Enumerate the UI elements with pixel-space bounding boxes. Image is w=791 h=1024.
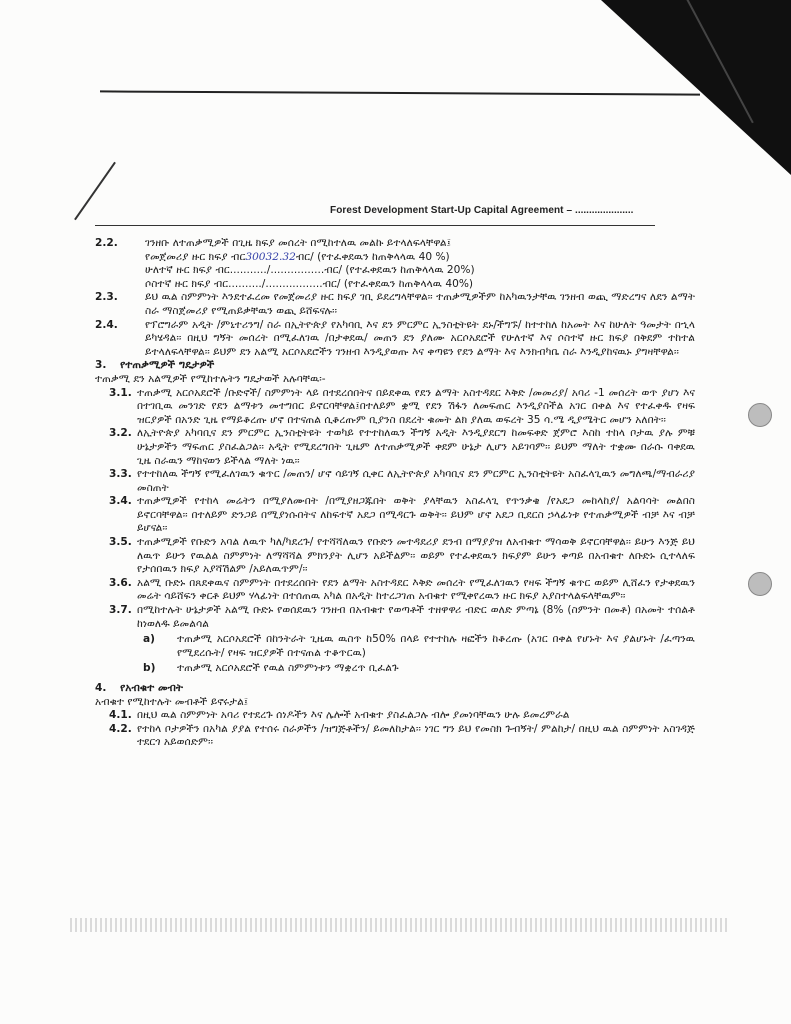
clause-text: በሚከተሉት ሁኔታዎች አልሚ ቡድኑ የወሰደዉን ገንዘብ በአብቁተ የወጣቶች ተዘዋዋሪ ብድር ወለድ ምጣኔ (8% (ስምንት በመቶ) በአመት ተሰልቶ ከነወለዱ ይመልሳል	[137, 604, 695, 630]
clause-text: ይህ ዉል ስምምነት እንደተፈረመ የመጀመሪያ ዙር ክፍያ ገቢ ይደረግላቸዋል፡፡ ተጠቃሚዎችም ከአካዉንታቸዉ ገንዘብ ወጪ ማድረግና ለደን ልማት ስራ ማስጀመሪያ የሚጠይቃቸዉን ወጪ ይሸፍናሉ፡፡	[145, 291, 695, 317]
clause-text: በዚህ ዉል ስምምነት አባሪ የተደረጉ ሰነዶችን እና ሌሎች አብቁተ ያስፈልጋሉ ብሎ ያመነባቸዉን ሁሉ ይመረምራል	[137, 709, 570, 722]
clause-3-7	[95, 604, 695, 631]
clause-3-7-b	[95, 662, 695, 676]
clause-text: ለኢትዮጵያ አካባቢና ደን ምርምር ኢንስቲትዩት ተወካይ የተተከለዉን ችግኝ አዲት እንዲያደርግ ከመፍቀድ ጀምሮ እስከ ተከላ ቦታዉ ያሉ ምቹ ሁኔታዎችን ማፍጠር ያስፈልጋል፡፡ አዲት የሚደረግበት ጊዜም ለተጠቃሚዎች ቀደም ሁኔታ ሊሆን አይገባም፡፡ ይህም ማለት ተቋሙ በራሱ ባቀደዉ ጊዜ ስራዉን ማከናወን ይችላል ማለት ነዉ፡፡	[137, 427, 695, 467]
clause-3-5	[95, 536, 695, 577]
clause-text: ተጠቃሚዎች የተከላ መሬትን በሚያለሙበት /በሚያዘጋጁበት ወቅት ያላቸዉን አስፈላጊ የጥንቃቄ /የአደጋ መከላከያ/ አልባሳት መልበስ ይኖርባቸዋል፡፡ በተለይም ድንጋይ በሚያነሱበትና ለከፍተኛ አደጋ በሚዳርጉ ወቅት፡፡ ይህም ሆኖ አደጋ ቢደርስ ኃላፊነቱ የተጠቃሚዎች ብቻ እና ብቻ ይሆናል፡፡	[137, 495, 695, 535]
clause-2-3	[95, 291, 695, 318]
clause-3-4	[95, 495, 695, 536]
clause-text: የተከላ ቦታዎችን በአካል ያያል የተሰሩ ስራዎችን /ዝግጅቶችን/ ይመለከታል፡፡ ነገር ግን ይህ የመስክ ጉብኝት/ ምልከታ/ በዚህ ዉል ስምምነት አስገዳጅ ተደርጎ አይወሰድም፡፡	[137, 722, 695, 749]
clause-4-2	[95, 723, 695, 750]
payment-first-suffix: ብር/ (የተፈቀደዉን ከጠቅላላዉ 40 %)	[295, 250, 450, 263]
clause-number: 3.3.	[109, 468, 132, 481]
header-title: Forest Development Start-Up Capital Agreement –	[330, 205, 573, 216]
clause-number: 2.4.	[95, 318, 118, 331]
section-4-intro	[95, 696, 695, 710]
subclause-letter: a)	[143, 633, 155, 646]
payment-second-line: ሁለተኛ ዙር ክፍያ ብር.........../................ብር/ (የተፈቀደዉን ከጠቅላላዉ 20%)	[145, 264, 475, 277]
clause-number: 2.2.	[95, 237, 118, 249]
section-number: 4.	[95, 682, 107, 694]
clause-number: 3.2.	[109, 427, 132, 440]
clause-number: 3.6.	[109, 576, 132, 589]
folded-corner	[601, 0, 791, 175]
clause-number: 4.2.	[109, 722, 132, 735]
clause-text: የተተከለዉ ችግኝ የሚፈለገዉን ቁጥር /መጠን/ ሆኖ ሳይገኝ ሲቀር ለኢትዮጵያ አካባቢና ደን ምርምር ኢንስቲትዩት አስፈላጊዉን መግለጫ/ማብራሪያ መስጠት	[137, 468, 695, 494]
clause-3-3	[95, 468, 695, 495]
handwritten-amount: 30032.32	[245, 250, 296, 263]
clause-3-6	[95, 577, 695, 604]
section-3-heading	[95, 359, 695, 373]
section-intro: አብቁተ የሚከተሉት መብቶች ይኖሩታል፤	[95, 695, 249, 708]
clause-number: 3.7.	[109, 604, 132, 617]
clause-line: ገንዘቡ ለተጠቃሚዎች በጊዜ ክፍያ መሰረት በሚከተለዉ መልኩ ይተላለፍላቸዋል፤	[145, 237, 451, 249]
clause-number: 3.5.	[109, 536, 132, 549]
clause-number: 3.4.	[109, 495, 132, 508]
clause-text: አልሚ ቡድኑ በጸደቀዉና ስምምነት በተደረሰበት የደን ልማት አስተዳደር እቅድ መሰረት የሚፈለገዉን የዛፍ ችግኝ ቁጥር ወይም ሊሸፈን የታቀደዉን መሬት ሳይሸፍን ቀርቶ ይህም ሃላፊነት በተሰጠዉ አካል በአዲት ከተረጋገጠ አብቁተ የሚቀየረዉን ዙር ክፍያ አያስተላልፍላቸዉም፡፡	[137, 576, 695, 603]
subclause-letter: b)	[143, 662, 156, 675]
header-blank: .....................	[575, 205, 634, 216]
header-rule	[95, 225, 655, 226]
agreement-body	[95, 237, 695, 750]
punch-hole-icon	[748, 403, 772, 427]
punch-hole-icon	[748, 572, 772, 596]
clause-2-4	[95, 319, 695, 360]
clause-4-1	[95, 709, 695, 723]
section-title: የተጠቃሚዎች ግዴታዎች	[120, 359, 215, 372]
section-3-intro	[95, 373, 695, 387]
section-intro: ተጠቃሚ ደን አልሚዎች የሚከተሉትን ግዴታወች አሉባቸዉ፡-	[95, 372, 326, 385]
clause-3-2	[95, 427, 695, 468]
scan-noise-band	[70, 918, 730, 932]
clause-2-2	[95, 237, 695, 291]
clause-text: ተጠቃሚዎች የቡድን አባል ለዉጥ ካለ/ካደረጉ/ የተሻሻለዉን የቡድን መተዳደሪያ ደንብ በማያያዝ ለአብቁተ ማሳወቅ ይኖርባቸዋል፡፡ ይሁን እንጅ ይህ ለዉጥ ይሁን የዉልል ስምምነት ለማሻሻል ምክንያት ሊሆን አይችልም፡፡ ወይም የተፈቀደዉን ክፍያም ይሁን ቀጣይ በአብቁተ ለቡድኑ ሲተላለፍ የታሰበዉን ክፍያ አያሻሽልም /አይለዉጥም/፡፡	[137, 536, 695, 576]
subclause-text: ተጠቃሚ አርሶአደሮች የዉል ስምምነቱን ማቋረጥ ቢፈልጉ	[177, 662, 399, 675]
clause-number: 3.1.	[109, 386, 132, 399]
clause-3-1	[95, 387, 695, 428]
clause-number: 2.3.	[95, 291, 118, 304]
clause-number: 4.1.	[109, 709, 132, 722]
clause-text: የፕሮግራም አዲት /ምኒተሪንግ/ ስራ በኢትዮጵያ የአካባቢ እና ደን ምርምር ኢንስቲትዩት ደኑ/ችግኙ/ ከተተከለ ከአመት እና ከሁለት ዓመታት በኂላ ይካሄዳል፡፡ በዚህ ግኝት መሰረት በሚፈለገዉ /በታቀደዉ/ መጠን ደን ያለሙ አርሶአደሮች የሁለተኛ እና ሶስተኛ ዙር ክፍያ በቅደም ተከተል ይተላለፍላቸዋል፡፡ ይህም ደን አልሚ አርሶአደሮችን ገንዘብ እንዲያወጡ እና ቀጣዩን የደን ልማት እና እንክብካቤ ስራ እንዲያከናዉኑ ያግዛቸዋል፡፡	[145, 318, 695, 358]
document-header	[330, 205, 633, 216]
clause-text: ተጠቃሚ አርሶአደሮች /ቡድኖች/ ስምምነት ላይ በተደረሰበትና በይደቀዉ የደን ልማት አስተዳደር እቅድ /መመሪያ/ አባሪ -1 መሰረት ወጥ ያሆነ እና በተገቢዉ መንገድ የደን ልማቱን መተግበር ይኖርባቸዋል፤በተለይም ቋሚ የደን ሽፋን ለመፍጠር እንዲያስችል አገር በቀል እና የተፈቀዱ የዛፍ ዝርያዎች በአንድ ጊዜ የማይቆረጡ ሆኖ በተናጠል ሲቆረጡም ቢያንስ በደረት ቁመት ልክ ያለዉ ወፍረት 35 ሳ.ሜ ዲያሜትር መሆን አለበት፡፡	[137, 386, 695, 426]
section-4-heading	[95, 682, 695, 696]
section-title: የአብቁተ መብት	[120, 682, 184, 694]
clause-3-7-a	[95, 633, 695, 660]
subclause-text: ተጠቃሚ አርሶአደሮች በከንትራት ጊዜዉ ዉስጥ ከ50% በላይ የተተከሉ ዛፎችን ከቆረጡ (አገር በቀል የሆኑት እና ያልሆኑት /ፈጣንዉ የሚደረሱት/ የዛፍ ዝርያዎች በተናጠል ተቆጥርዉ)	[177, 633, 695, 659]
payment-third-line: ሶስተኛ ዙር ክፍያ ብር........../.................ብር/ (የተፈቀደዉን ከጠቅላላዉ 40%)	[145, 277, 474, 290]
section-number: 3.	[95, 359, 107, 372]
payment-first-label: የመጀመሪያ ዙር ክፍያ ብር	[145, 250, 246, 263]
pen-mark	[74, 162, 116, 220]
clause-line	[117, 251, 695, 265]
